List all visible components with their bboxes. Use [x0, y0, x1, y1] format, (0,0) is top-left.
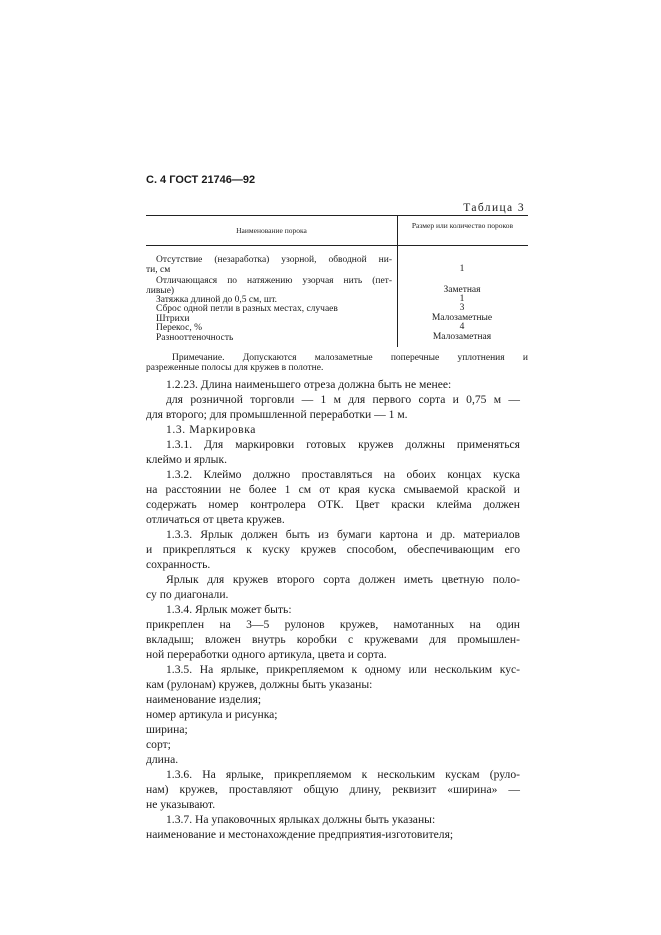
body-line: содержать номер контролера ОТК. Цвет краски клейма должен [146, 498, 520, 511]
table-row-name-cont: ливые) [146, 286, 175, 296]
clause-1-2-23: 1.2.23. Длина наименьшего отреза должна быть не менее: [166, 378, 452, 391]
table-row-name: Перекос, % [156, 323, 203, 333]
table-caption: Таблица 3 [463, 202, 525, 214]
body-line: кам (рулонам) кружев, должны быть указаны: [146, 678, 373, 691]
body-line: и прикрепляться к куску кружев способом, обеспечивающим его [146, 543, 520, 556]
col-header-name: Наименование порока [236, 226, 307, 235]
body-line: на расстоянии не более 1 см от края куска смываемой краской и [146, 483, 520, 496]
table-row-name: Отсутствие (незаработка) узорной, обводной ни- [156, 255, 392, 265]
body-line: наименование и местонахождение предприятия-изготовителя; [146, 828, 454, 841]
clause-1-3-5: 1.3.5. На ярлыке, прикрепляемом к одному или нескольким кус- [166, 663, 520, 676]
clause-1-3-7: 1.3.7. На упаковочных ярлыках должны быть указаны: [166, 813, 436, 826]
list-item: наименование изделия; [146, 693, 262, 706]
table-row-name: Штрихи [156, 314, 190, 324]
list-item: сорт; [146, 738, 171, 751]
section-1-3-heading: 1.3. Маркировка [166, 423, 257, 436]
body-line: не указывают. [146, 798, 216, 811]
clause-1-3-4: 1.3.4. Ярлык может быть: [166, 603, 292, 616]
body-line: отличаться от цвета кружев. [146, 513, 285, 526]
body-line: су по диагонали. [146, 588, 229, 601]
col-header-size-text: Размер или количество пороков [411, 221, 514, 230]
table-row-value: 1 [459, 294, 465, 304]
body-line: вкладыш; вложен внутрь коробки с кружевами для промышлен- [146, 633, 520, 646]
table-row-name-cont: ти, см [146, 265, 171, 275]
table-row-value: Малозаметная [432, 332, 492, 342]
table-note-cont: разреженные полосы для кружев в полотне. [146, 363, 324, 373]
page-header: С. 4 ГОСТ 21746—92 [146, 174, 256, 186]
table-note: Примечание. Допускаются малозаметные поперечные уплотнения и [172, 353, 528, 363]
list-item: ширина; [146, 723, 188, 736]
body-line: Ярлык для кружев второго сорта должен иметь цветную поло- [166, 573, 520, 586]
body-line: для второго; для промышленной переработки — 1 м. [146, 408, 408, 421]
list-item: длина. [146, 753, 179, 766]
table-row-value: 3 [459, 303, 465, 313]
clause-1-3-1: 1.3.1. Для маркировки готовых кружев должны применяться [166, 438, 520, 451]
table-row-name: Отличающаяся по натяжению узорчая нить (пет- [156, 276, 392, 286]
clause-1-3-2: 1.3.2. Клеймо должно проставляться на обоих концах куска [166, 468, 520, 481]
body-line: для розничной торговли — 1 м для первого сорта и 0,75 м — [166, 393, 520, 406]
clause-1-3-3: 1.3.3. Ярлык должен быть из бумаги картона и др. материалов [166, 528, 520, 541]
table-row-name: Сброс одной петли в разных местах, случаев [156, 304, 338, 314]
col-header-size [397, 221, 528, 230]
table-row-value: Заметная [443, 285, 481, 295]
body-line: ной переработки одного артикула, цвета и сорта. [146, 648, 387, 661]
table-row-value: 4 [459, 322, 465, 332]
table-row-name: Затяжка длиной до 0,5 см, шт. [156, 295, 278, 305]
body-line: нам) кружев, проставляют общую длину, реквизит «ширина» — [146, 783, 520, 796]
body-line: прикреплен на 3—5 рулонов кружев, намотанных на один [146, 618, 520, 631]
table-row-value: Малозаметные [431, 313, 493, 323]
clause-1-3-6: 1.3.6. На ярлыке, прикрепляемом к нескольким кускам (руло- [166, 768, 520, 781]
body-line: клеймо и ярлык. [146, 453, 227, 466]
list-item: номер артикула и рисунка; [146, 708, 278, 721]
table-row-name: Разнооттеночность [156, 333, 234, 343]
table-row-value: 1 [459, 264, 465, 274]
table-header-rule [146, 245, 528, 246]
table-top-rule [146, 215, 528, 216]
body-line: сохранность. [146, 558, 211, 571]
